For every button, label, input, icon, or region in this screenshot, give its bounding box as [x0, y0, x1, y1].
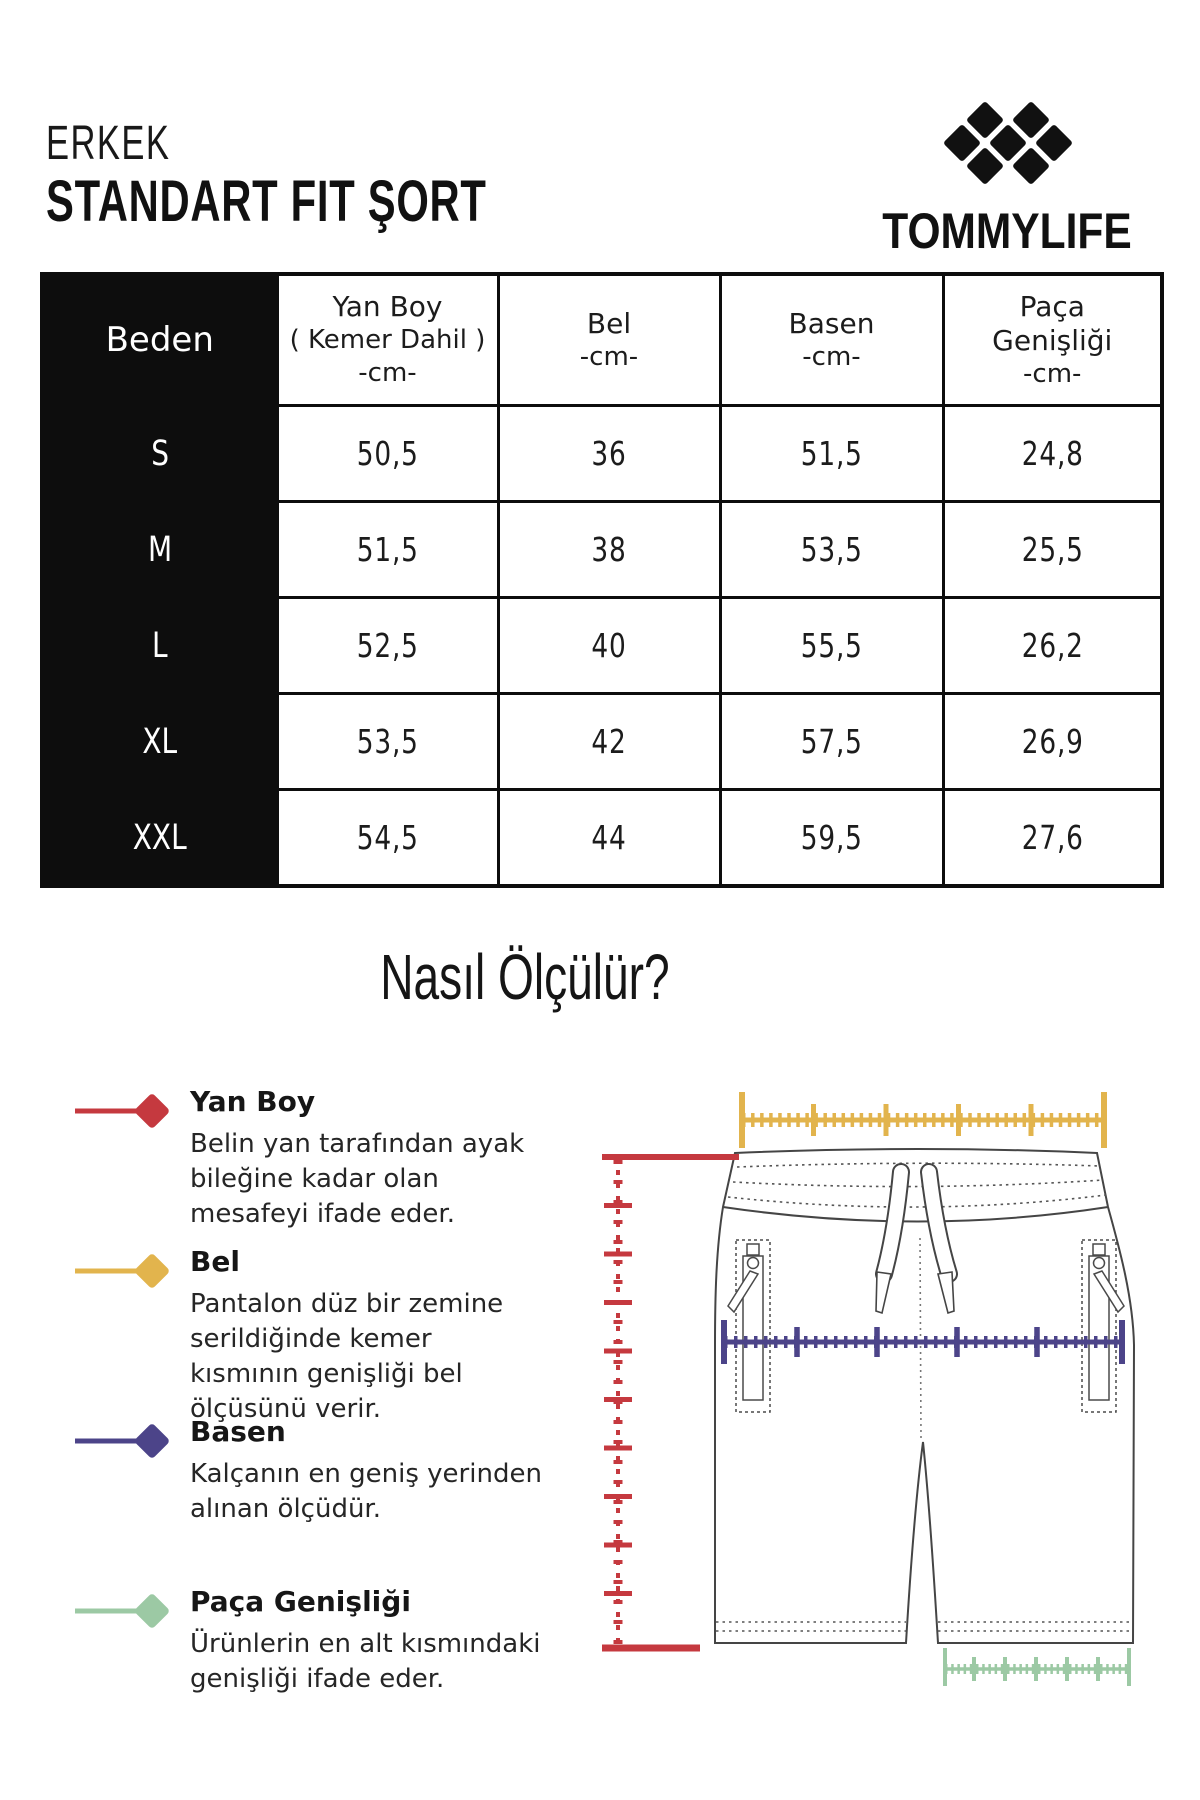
legend-description: Belin yan tarafından ayak bileğine kadar olan mesafeyi ifade eder. — [190, 1129, 525, 1229]
size-cell: L — [42, 598, 277, 694]
legend-label: Basen — [190, 1415, 286, 1448]
basen-diamond-icon — [70, 1419, 174, 1463]
bel-diamond-icon — [70, 1249, 174, 1293]
value-cell: 26,2 — [943, 598, 1162, 694]
table-row-s — [42, 406, 1162, 502]
header-cell-bel: Bel -cm- — [498, 274, 720, 406]
value-cell: 54,5 — [277, 790, 498, 887]
value-cell: 53,5 — [720, 502, 943, 598]
value-cell: 38 — [498, 502, 720, 598]
value-cell: 59,5 — [720, 790, 943, 887]
size-cell: S — [42, 406, 277, 502]
value-cell: 51,5 — [720, 406, 943, 502]
value-cell: 57,5 — [720, 694, 943, 790]
value-cell: 40 — [498, 598, 720, 694]
legend-label: Bel — [190, 1245, 240, 1278]
category-title: ERKEK — [46, 117, 171, 170]
value-cell: 25,5 — [943, 502, 1162, 598]
product-title: STANDART FIT ŞORT — [46, 169, 487, 234]
header-cell-basen: Basen -cm- — [720, 274, 943, 406]
value-cell: 53,5 — [277, 694, 498, 790]
value-cell: 44 — [498, 790, 720, 887]
value-cell: 26,9 — [943, 694, 1162, 790]
size-cell: XL — [42, 694, 277, 790]
shorts-technical-drawing — [715, 1149, 1134, 1643]
value-cell: 42 — [498, 694, 720, 790]
size-table-header-row — [42, 274, 1162, 406]
size-table — [40, 272, 1164, 888]
how-to-measure-title: Nasıl Ölçülür? — [380, 941, 670, 1013]
legend-item-bel — [70, 1245, 570, 1427]
legend-description: Pantalon düz bir zemine serildiğinde kemer kısmının genişliği bel ölçüsünü verir. — [190, 1289, 504, 1424]
legend-label: Yan Boy — [190, 1085, 316, 1118]
header-cell-beden: Beden — [42, 274, 277, 406]
yan-boy-diamond-icon — [70, 1089, 174, 1133]
paca-genisligi-ruler — [943, 1648, 1129, 1686]
value-cell: 51,5 — [277, 502, 498, 598]
table-row-xl — [42, 694, 1162, 790]
paca-genisligi-diamond-icon — [70, 1589, 174, 1633]
legend-item-paca-genisligi — [70, 1585, 570, 1697]
table-row-l — [42, 598, 1162, 694]
value-cell: 36 — [498, 406, 720, 502]
value-cell: 52,5 — [277, 598, 498, 694]
value-cell: 27,6 — [943, 790, 1162, 887]
value-cell: 55,5 — [720, 598, 943, 694]
size-cell: M — [42, 502, 277, 598]
legend-item-basen — [70, 1415, 570, 1527]
value-cell: 50,5 — [277, 406, 498, 502]
legend-description: Kalçanın en geniş yerinden alınan ölçüdür. — [190, 1459, 542, 1524]
shorts-measurement-diagram — [560, 1040, 1180, 1800]
brand-name: TOMMYLIFE — [882, 203, 1132, 259]
value-cell: 24,8 — [943, 406, 1162, 502]
size-cell: XXL — [42, 790, 277, 887]
legend-item-yan-boy — [70, 1085, 570, 1232]
brand-logo-diamonds-icon — [935, 96, 1080, 190]
legend-label: Paça Genişliği — [190, 1585, 411, 1618]
legend-description: Ürünlerin en alt kısmındaki genişliği ifade eder. — [190, 1629, 541, 1694]
bel-ruler — [740, 1092, 1106, 1148]
table-row-m — [42, 502, 1162, 598]
table-row-xxl — [42, 790, 1162, 887]
header-cell-yan-boy: Yan Boy ( Kemer Dahil ) -cm- — [277, 274, 498, 406]
header-cell-paca: Paça Genişliği -cm- — [943, 274, 1162, 406]
